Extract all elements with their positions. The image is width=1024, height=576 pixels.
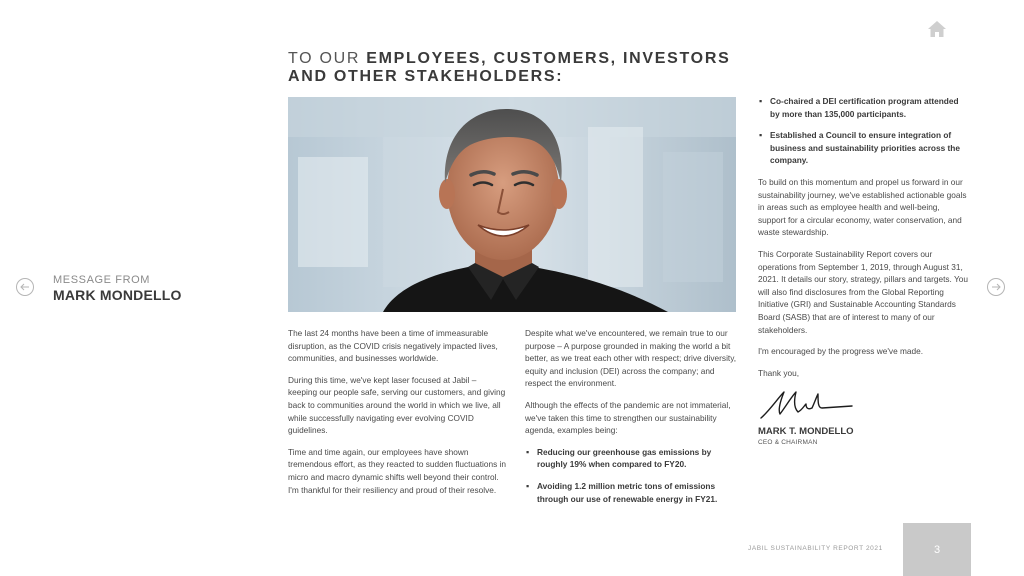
ceo-portrait-photo — [288, 97, 736, 312]
letter-column-3 — [758, 95, 968, 450]
paragraph: The last 24 months have been a time of immeasurable disruption, as the COVID crisis negatively impacted lives, communities, and businesses worldwide. — [288, 328, 498, 364]
list-item: ▪ Reducing our greenhouse gas emissions by roughly 19% when compared to FY20. — [525, 446, 737, 471]
section-author-name: MARK MONDELLO — [53, 287, 182, 303]
letter-column-2 — [525, 327, 737, 514]
page-number-badge — [903, 523, 971, 576]
page-headline — [288, 50, 730, 86]
signer-title: CEO & CHAIRMAN — [758, 439, 818, 447]
list-item: ▪ Established a Council to ensure integration of business and sustainability priorities across the company. — [758, 129, 968, 167]
highlights-list — [525, 446, 737, 505]
paragraph: I'm encouraged by the progress we've made. — [758, 346, 924, 357]
headline-line-1 — [288, 50, 730, 68]
signature-image — [758, 388, 858, 424]
letter-column-1 — [288, 327, 506, 505]
list-item: ▪ Avoiding 1.2 million metric tons of emissions through our use of renewable energy in FY21. — [525, 480, 737, 505]
section-title — [53, 274, 182, 303]
next-page-arrow-icon[interactable] — [986, 277, 1006, 297]
highlights-list — [758, 95, 968, 167]
paragraph: During this time, we've kept laser focused at Jabil – keeping our people safe, serving our customers, and giving back to communities around the world in which we live, all while successfully navigating ever evolving COVID guidelines. — [288, 374, 506, 436]
paragraph: This Corporate Sustainability Report covers our operations from September 1, 2019, through August 31, 2021. It details our story, strategy, pillars and targets. You will also find disclosures from the Global Reporting Initiative (GRI) and Sustainable Accounting Standards Board (SASB) that are of interest to many of our stakeholders. — [758, 248, 968, 335]
previous-page-arrow-icon[interactable] — [15, 277, 35, 297]
paragraph: To build on this momentum and propel us forward in our sustainability journey, we've established actionable goals in areas such as employee health and well-being, support for a circular economy, water conservation, and waste stewardship. — [758, 176, 967, 238]
paragraph: Thank you, — [758, 367, 800, 378]
paragraph: Although the effects of the pandemic are not immaterial, we've taken this time to strengthen our sustainability agenda, examples being: — [525, 399, 731, 436]
signer-name: MARK T. MONDELLO — [758, 426, 854, 438]
home-icon[interactable] — [926, 19, 948, 39]
paragraph: Despite what we've encountered, we remain true to our purpose – A purpose grounded in making the world a bit better, as we treat each other with respect; drive diversity, equity and inclusion (DEI) across the company; and respect the environment. — [525, 328, 737, 389]
headline-emphasis-1: EMPLOYEES, CUSTOMERS, INVESTORS — [366, 50, 731, 67]
report-footer-label: JABIL SUSTAINABILITY REPORT 2021 — [748, 545, 883, 552]
list-item: ▪ Co-chaired a DEI certification program attended by more than 135,000 participants. — [758, 95, 968, 120]
headline-line-2: AND OTHER STAKEHOLDERS: — [288, 68, 564, 85]
paragraph: Time and time again, our employees have shown tremendous effort, as they reacted to sudden fluctuations in micro and macro dynamic shifts well beyond their control. I'm thankful for their resiliency and proud of their resolve. — [288, 446, 507, 495]
section-eyebrow: MESSAGE FROM — [53, 274, 151, 286]
headline-prefix: TO OUR — [288, 50, 367, 67]
page-number: 3 — [933, 543, 941, 556]
